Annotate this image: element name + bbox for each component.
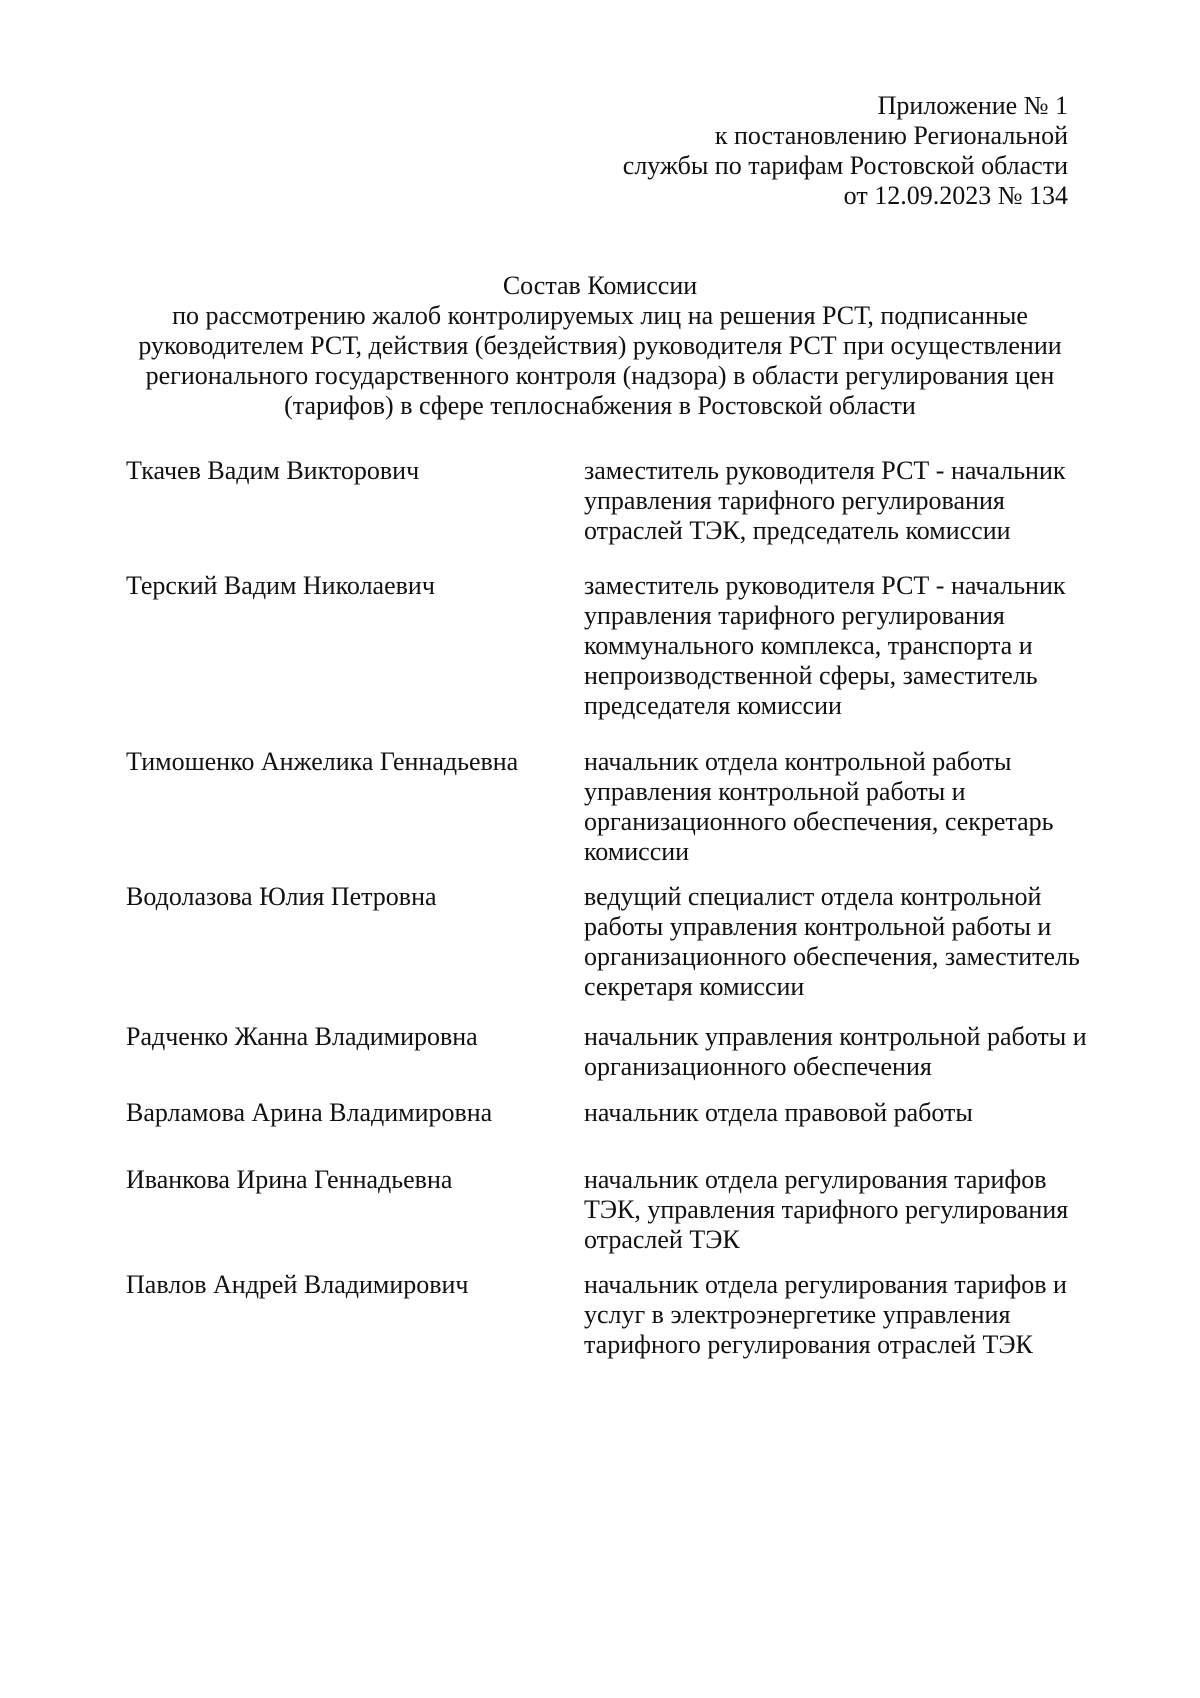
member-name: Водолазова Юлия Петровна — [126, 882, 437, 911]
member-entry — [126, 882, 1126, 1002]
member-role-line: работы управления контрольной работы и — [584, 912, 1052, 941]
title-line: регионального государственного контроля (надзора) в области регулирования цен — [145, 361, 1055, 390]
appendix-date-number: от 12.09.2023 № 134 — [843, 181, 1068, 210]
member-entry — [126, 1098, 1126, 1128]
member-name: Иванкова Ирина Геннадьевна — [126, 1165, 453, 1194]
member-entry — [126, 456, 1126, 546]
appendix-reference-line: службы по тарифам Ростовской области — [622, 151, 1068, 180]
member-role — [584, 1270, 1126, 1360]
member-entry — [126, 1165, 1126, 1255]
member-role-line: ТЭК, управления тарифного регулирования — [584, 1195, 1069, 1224]
member-role-line: ведущий специалист отдела контрольной — [584, 882, 1042, 911]
title-heading: Состав Комиссии — [502, 271, 698, 300]
member-role-line: непроизводственной сферы, заместитель — [584, 661, 1038, 690]
member-role — [584, 456, 1126, 546]
member-entry — [126, 747, 1126, 867]
title-line: по рассмотрению жалоб контролируемых лиц на решения РСТ, подписанные — [172, 301, 1028, 330]
member-entry — [126, 571, 1126, 721]
member-role-line: организационного обеспечения — [584, 1052, 932, 1081]
member-role-line: начальник отдела правовой работы — [584, 1098, 973, 1127]
member-name: Тимошенко Анжелика Геннадьевна — [126, 747, 519, 776]
member-role-line: начальник отдела регулирования тарифов — [584, 1165, 1047, 1194]
member-role — [584, 1165, 1126, 1255]
member-role-line: отраслей ТЭК, председатель комиссии — [584, 516, 1011, 545]
appendix-header — [623, 91, 1068, 211]
member-role-line: начальник управления контрольной работы и — [584, 1022, 1087, 1051]
member-role-line: управления контрольной работы и — [584, 777, 966, 806]
member-role — [584, 1098, 1126, 1128]
member-role-line: тарифного регулирования отраслей ТЭК — [584, 1330, 1033, 1359]
member-role-line: отраслей ТЭК — [584, 1225, 740, 1254]
member-role-line: комиссии — [584, 837, 690, 866]
member-role-line: организационного обеспечения, заместитель — [584, 942, 1080, 971]
member-role — [584, 1022, 1126, 1082]
member-role-line: управления тарифного регулирования — [584, 601, 1005, 630]
commission-members-list — [126, 456, 1126, 1360]
member-role-line: заместитель руководителя РСТ - начальник — [584, 456, 1066, 485]
title-line: руководителем РСТ, действия (бездействия) руководителя РСТ при осуществлении — [138, 331, 1062, 360]
title-line: (тарифов) в сфере теплоснабжения в Ростовской области — [284, 391, 916, 420]
member-role — [584, 571, 1126, 721]
member-role-line: организационного обеспечения, секретарь — [584, 807, 1054, 836]
document-title — [115, 271, 1085, 421]
member-entry — [126, 1022, 1126, 1082]
member-role-line: коммунального комплекса, транспорта и — [584, 631, 1033, 660]
member-name: Варламова Арина Владимировна — [126, 1098, 493, 1127]
member-name: Радченко Жанна Владимировна — [126, 1022, 478, 1051]
member-role-line: секретаря комиссии — [584, 972, 805, 1001]
member-role-line: заместитель руководителя РСТ - начальник — [584, 571, 1066, 600]
appendix-number: Приложение № 1 — [877, 91, 1068, 120]
member-role-line: начальник отдела контрольной работы — [584, 747, 1012, 776]
member-role — [584, 882, 1126, 1002]
member-role-line: начальник отдела регулирования тарифов и — [584, 1270, 1067, 1299]
member-role-line: управления тарифного регулирования — [584, 486, 1005, 515]
member-role — [584, 747, 1126, 867]
member-entry — [126, 1270, 1126, 1360]
member-name: Ткачев Вадим Викторович — [126, 456, 420, 485]
member-role-line: услуг в электроэнергетике управления — [584, 1300, 1011, 1329]
appendix-reference-line: к постановлению Региональной — [714, 121, 1068, 150]
member-role-line: председателя комиссии — [584, 691, 842, 720]
member-name: Терский Вадим Николаевич — [126, 571, 435, 600]
member-name: Павлов Андрей Владимирович — [126, 1270, 469, 1299]
